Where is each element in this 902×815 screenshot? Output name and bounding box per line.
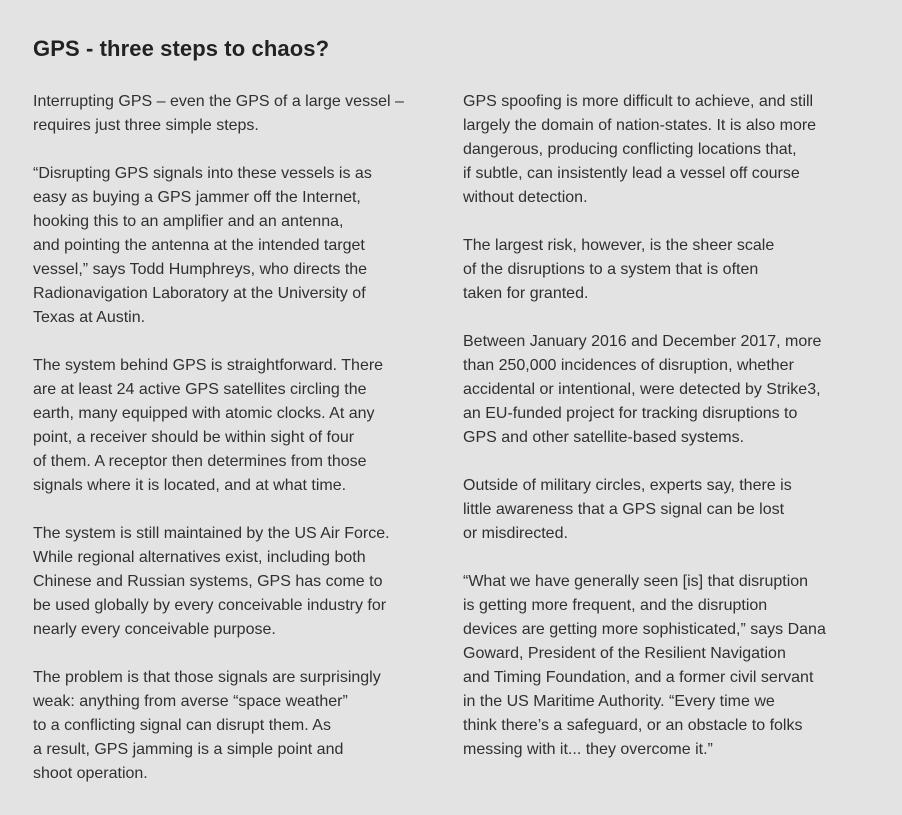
paragraph: “Disrupting GPS signals into these vessels is as easy as buying a GPS jammer off the Internet, hooking this to an amplifier and an antenna, and pointing the antenna at the intended target vessel,” says Todd Humphreys, who directs the Radionavigation Laboratory at the University of Texas at Austin. [33,165,372,326]
paragraph: GPS spoofing is more difficult to achieve, and still largely the domain of nation-states. It is also more dangerous, producing conflicting locations that, if subtle, can insistently lead a vessel off course without detection. [463,93,817,206]
left-column [33,90,438,810]
paragraph: Between January 2016 and December 2017, more than 250,000 incidences of disruption, whether accidental or intentional, were detected by Strike3, an EU-funded project for tracking disruptions to GPS and other satellite-based systems. [463,333,822,446]
paragraph: The system behind GPS is straightforward. There are at least 24 active GPS satellites circling the earth, many equipped with atomic clocks. At any point, a receiver should be within sight of four of them. A receptor then determines from those signals where it is located, and at what time. [33,357,384,494]
paragraph: Interrupting GPS – even the GPS of a large vessel – requires just three simple steps. [33,93,404,134]
right-column [463,90,875,786]
paragraph: The system is still maintained by the US Air Force. While regional alternatives exist, including both Chinese and Russian systems, GPS has come to be used globally by every conceivable industry for nearly every conceivable purpose. [33,525,390,638]
paragraph: “What we have generally seen [is] that disruption is getting more frequent, and the disruption devices are getting more sophisticated,” says Dana Goward, President of the Resilient Navigation and Timing Foundation, and a former civil servant in the US Maritime Authority. “Every time we think there’s a safeguard, or an obstacle to folks messing with it... they overcome it.” [463,573,826,758]
paragraph: The largest risk, however, is the sheer scale of the disruptions to a system that is often taken for granted. [463,237,775,302]
article-title: GPS - three steps to chaos? [33,36,330,61]
paragraph: The problem is that those signals are surprisingly weak: anything from averse “space weather” to a conflicting signal can disrupt them. As a result, GPS jamming is a simple point and shoot operation. [33,669,381,782]
paragraph: Outside of military circles, experts say, there is little awareness that a GPS signal can be lost or misdirected. [463,477,792,542]
